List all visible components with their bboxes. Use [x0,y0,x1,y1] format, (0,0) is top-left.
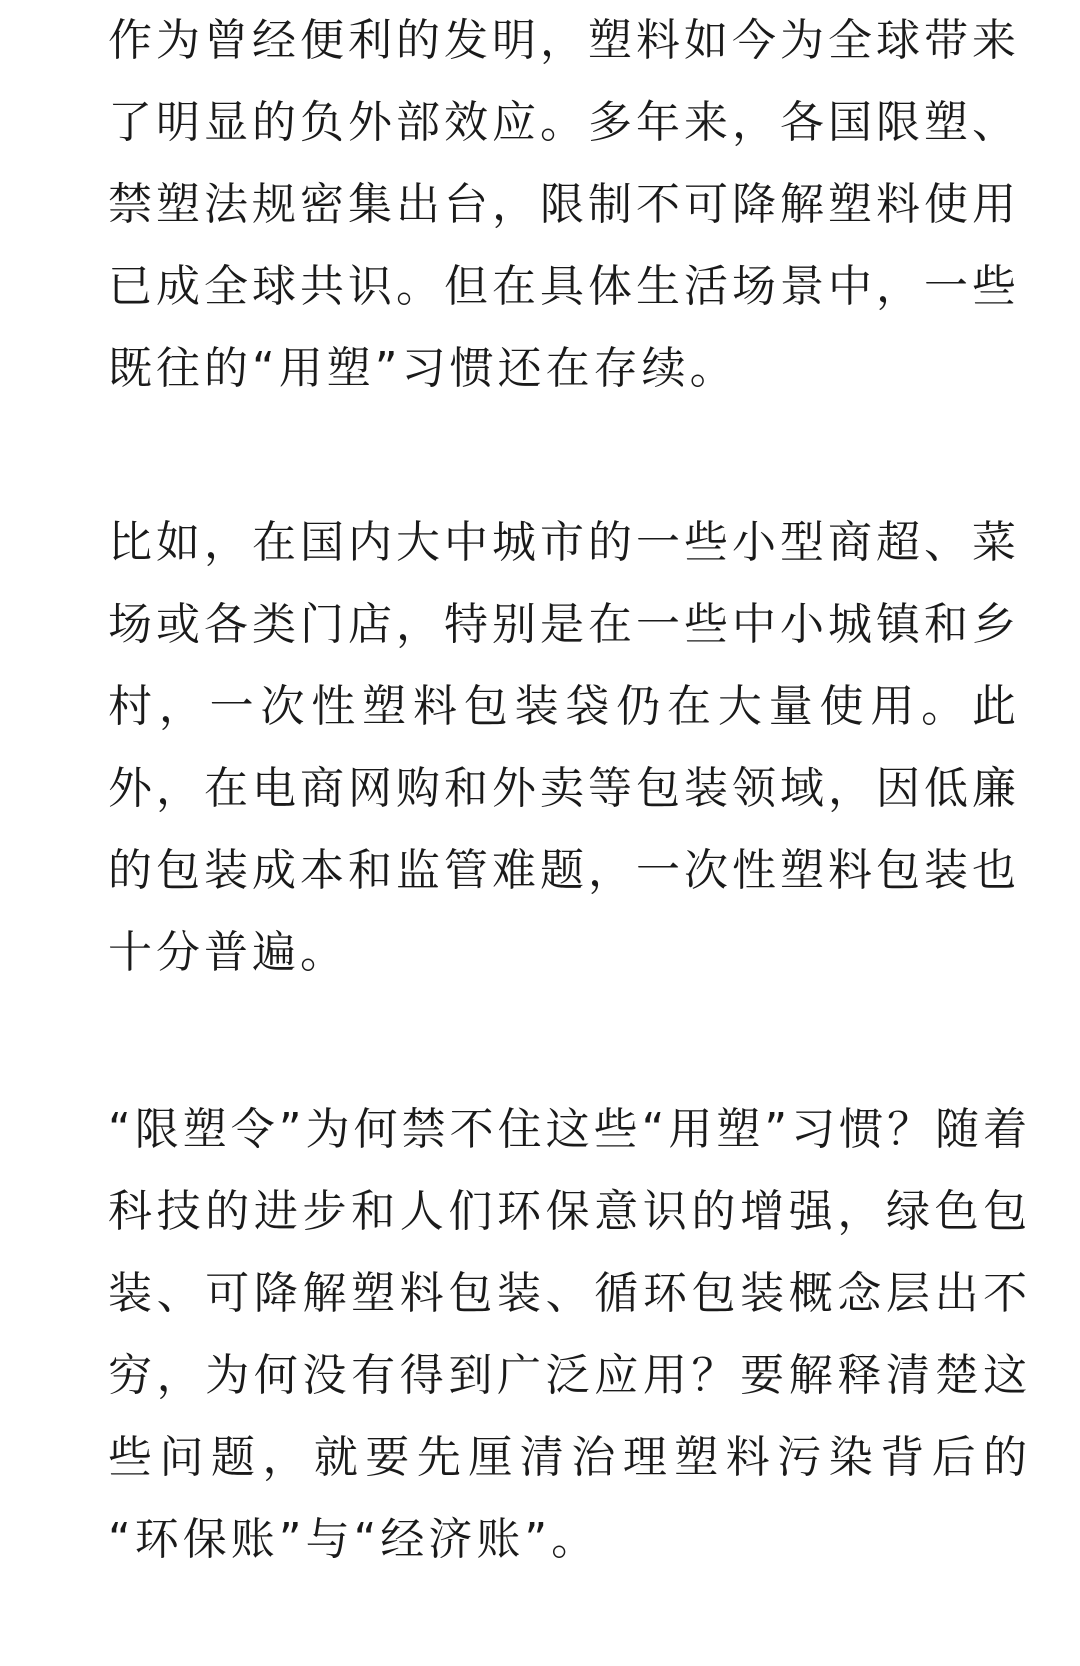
text-line: 些问题，就要先厘清治理塑料污染背后的 [108,1432,1032,1483]
paragraph-3 [108,1089,1031,1581]
text-line: 村，一次性塑料包装袋仍在大量使用。此 [108,681,1020,732]
text-line: 装、可降解塑料包装、循环包装概念层出不 [108,1268,1032,1319]
text-line: 十分普遍。 [108,927,348,978]
text-line: 比如，在国内大中城市的一些小型商超、菜 [108,517,1020,568]
text-line: “限塑令”为何禁不住这些“用塑”习惯？随着 [108,1104,1032,1155]
text-line: 禁塑法规密集出台，限制不可降解塑料使用 [108,179,1020,230]
text-line: 穷，为何没有得到广泛应用？要解释清楚这 [108,1350,1032,1401]
text-line: 已成全球共识。但在具体生活场景中，一些 [108,261,1020,312]
text-line: 既往的“用塑”习惯还在存续。 [108,343,738,394]
text-line: 作为曾经便利的发明，塑料如今为全球带来 [108,15,1020,66]
text-line: 了明显的负外部效应。多年来，各国限塑、 [108,97,1020,148]
text-line: 科技的进步和人们环保意识的增强，绿色包 [108,1186,1032,1237]
text-line: 场或各类门店，特别是在一些中小城镇和乡 [108,599,1020,650]
paragraph-2 [108,502,1020,994]
text-line: 外，在电商网购和外卖等包装领域，因低廉 [108,763,1020,814]
text-line: 的包装成本和监管难题，一次性塑料包装也 [108,845,1020,896]
text-line: “环保账”与“经济账”。 [108,1514,600,1565]
paragraph-1 [108,0,1020,410]
